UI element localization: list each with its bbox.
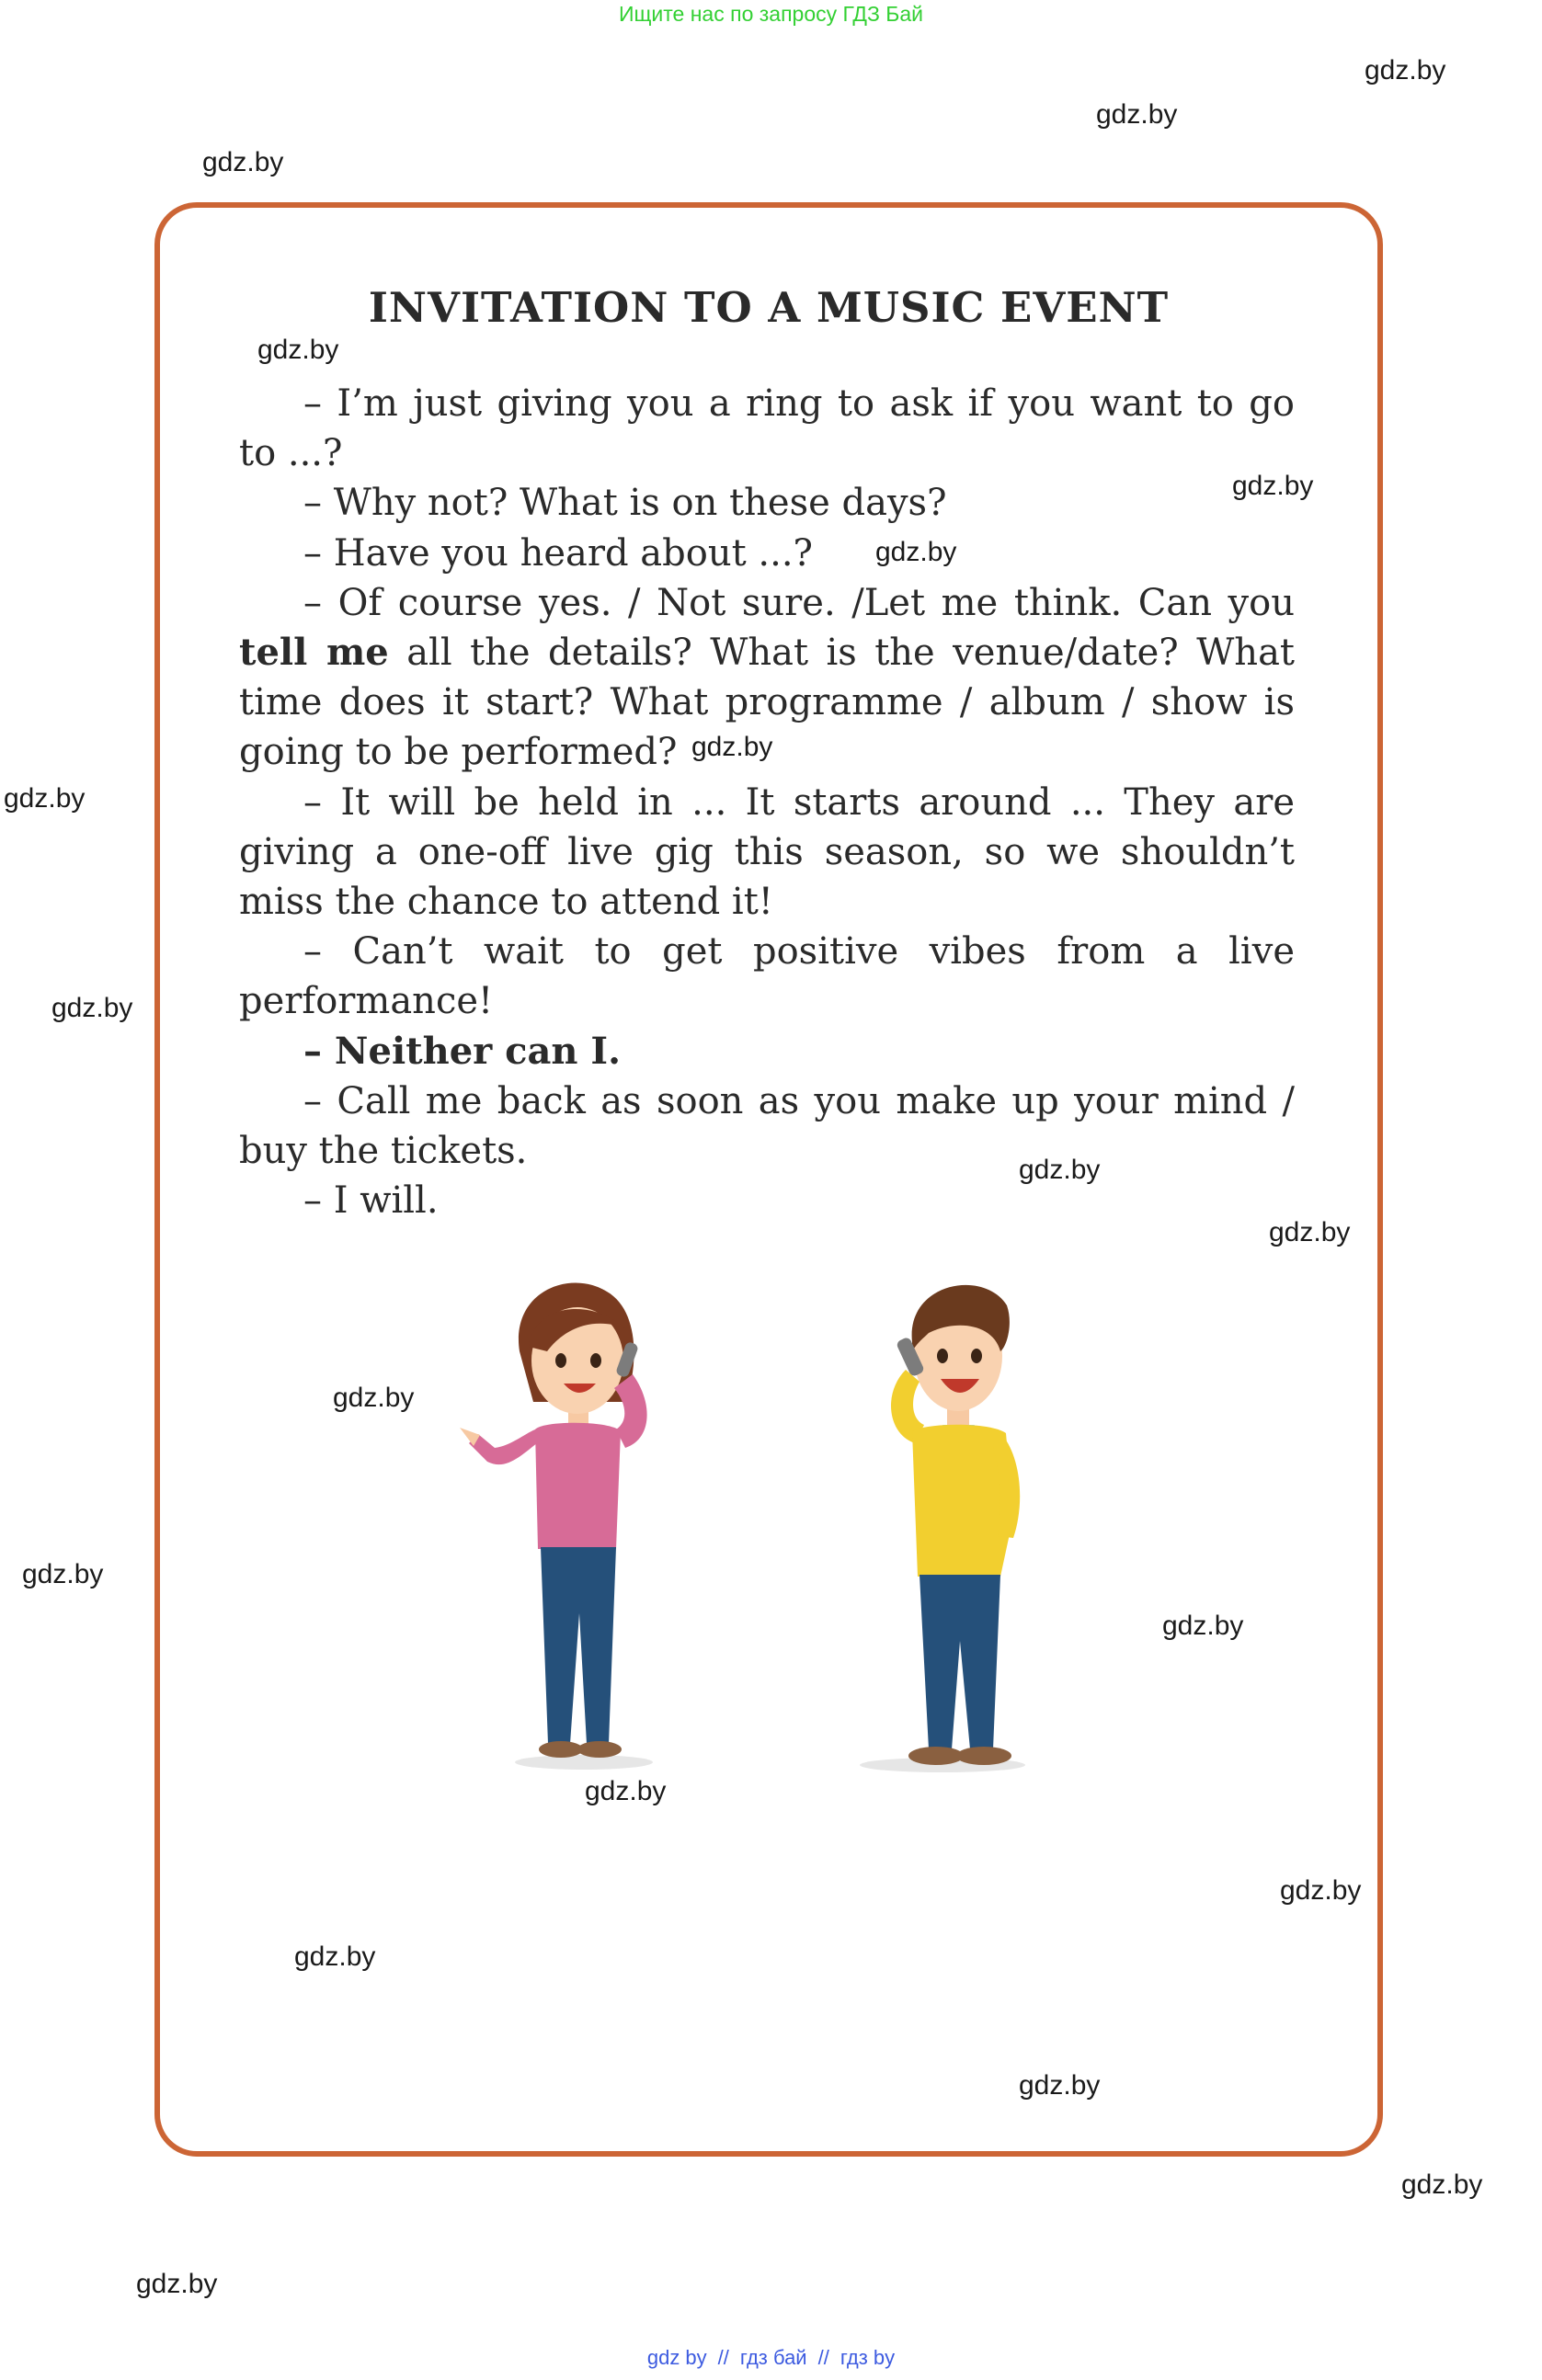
- watermark: gdz.by: [257, 335, 339, 365]
- man-figure: [860, 1285, 1025, 1772]
- watermark: gdz.by: [1401, 2169, 1483, 2200]
- phone-call-illustration: [432, 1264, 1122, 1779]
- watermark: gdz.by: [691, 732, 773, 762]
- watermark: gdz.by: [202, 147, 284, 177]
- bottom-link[interactable]: gdz by: [646, 2346, 707, 2369]
- watermark: gdz.by: [1232, 471, 1314, 501]
- watermark: gdz.by: [1019, 1155, 1101, 1185]
- top-banner[interactable]: Ищите нас по запросу ГДЗ Бай: [618, 2, 924, 26]
- watermark: gdz.by: [51, 993, 133, 1023]
- watermark: gdz.by: [1019, 2070, 1101, 2101]
- dialog-line: – Can’t wait to get positive vibes from a live performance!: [239, 930, 1295, 1023]
- watermark: gdz.by: [1280, 1875, 1362, 1906]
- watermark: gdz.by: [136, 2269, 218, 2299]
- dialog-line: – Why not? What is on these days?: [303, 482, 947, 525]
- watermark: gdz.by: [585, 1776, 667, 1806]
- dialog-line: – Call me back as soon as you make up your mind / buy the tickets.: [239, 1079, 1295, 1173]
- dialog-line: – It will be held in ... It starts around ... They are giving a one-off live gig this season, so we shouldn’t miss the chance to attend it!: [239, 780, 1295, 924]
- bottom-link[interactable]: гдз by: [840, 2346, 896, 2369]
- dialogue: [239, 379, 1295, 1225]
- dialog-text: – Of course yes. / Not sure. /Let me think. Can you: [303, 581, 1295, 624]
- dialog-line: – Have you heard about ...?: [303, 531, 813, 575]
- watermark: gdz.by: [1269, 1217, 1351, 1247]
- watermark: gdz.by: [4, 783, 86, 814]
- watermark: gdz.by: [1365, 55, 1446, 85]
- watermark: gdz.by: [294, 1942, 376, 1972]
- dialog-bold-line: – Neither can I.: [303, 1029, 622, 1073]
- watermark: gdz.by: [1162, 1611, 1244, 1641]
- dialog-text: all the details? What is the venue/date? What time does it start? What programme / album / show is going to be performed?: [239, 632, 1295, 774]
- dialog-line: – I’m just giving you a ring to ask if you want to go to ...?: [239, 382, 1295, 475]
- separator: //: [817, 2346, 829, 2369]
- separator: //: [717, 2346, 729, 2369]
- dialog-line: [239, 1027, 1295, 1076]
- watermark: gdz.by: [1096, 99, 1178, 130]
- woman-figure: [460, 1282, 653, 1770]
- dialog-line: [239, 578, 1295, 778]
- dialog-bold-phrase: tell me: [239, 631, 389, 675]
- bottom-link[interactable]: гдз бай: [739, 2346, 807, 2369]
- watermark: gdz.by: [22, 1559, 104, 1589]
- watermark: gdz.by: [875, 537, 957, 567]
- bottom-banner[interactable]: [0, 2346, 1542, 2370]
- page-title: INVITATION TO A MUSIC EVENT: [368, 283, 1170, 332]
- dialog-line: – I will.: [303, 1179, 439, 1223]
- watermark: gdz.by: [333, 1383, 415, 1413]
